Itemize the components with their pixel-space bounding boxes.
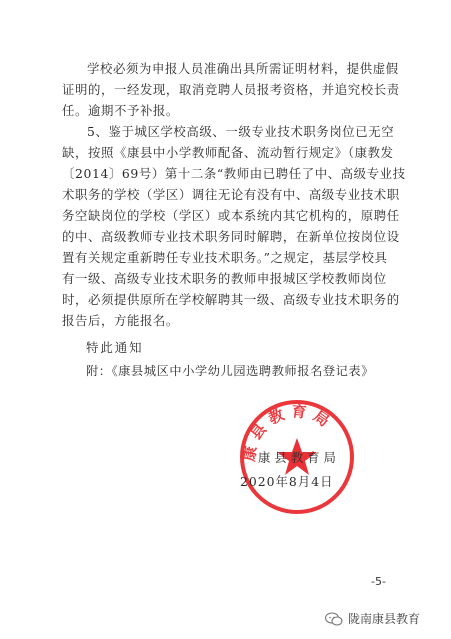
chat-bubble-icon [325, 612, 343, 626]
text-line: 5、鉴于城区学校高级、一级专业技术职务岗位已无空 [87, 124, 395, 139]
text-line: 证明的，一经发现，取消竞聘人员报考资格，并追究校长责 [62, 82, 400, 97]
document-body [62, 58, 406, 331]
attachment-line: 附：《康县城区中小学幼儿园选聘教师报名登记表》 [86, 364, 375, 378]
paragraph-requirements [62, 58, 400, 121]
text-line: 缺，按照《康县中小学教师配备、流动暂行规定》（康教发 [62, 145, 394, 160]
text-line: 任。逾期不予补报。 [62, 103, 179, 118]
text-line: 学校必须为申报人员准确出具所需证明材料，提供虚假 [87, 61, 399, 76]
text-line: 置有关规定重新聘任专业技术职务。”之规定，基层学校具 [62, 250, 388, 265]
watermark-text: 陇南康县教育 [348, 612, 421, 626]
page-number: -5- [371, 575, 386, 588]
text-line: 〔2014〕69号）第十二条“教师由已聘任了中、高级专业技 [62, 166, 406, 181]
text-line: 术职务的学校（学区）调往无论有没有中、高级专业技术职 [62, 187, 400, 202]
text-line: 有一级、高级专业技术职务的教师申报城区学校教师岗位 [62, 271, 387, 286]
issue-date: 2020年8月4日 [240, 474, 334, 489]
text-line: 的中、高级教师专业技术职务同时解聘，在新单位按岗位设 [62, 229, 400, 244]
paragraph-item-5 [62, 121, 406, 331]
account-watermark [325, 610, 420, 627]
text-line: 务空缺岗位的学校（学区）或本系统内其它机构的，原聘任 [62, 208, 400, 223]
closing-notice: 特此通知 [86, 340, 144, 355]
text-line: 报告后，方能报名。 [62, 313, 179, 328]
text-line: 时，必须提供原所在学校解聘其一级、高级专业技术职务的 [62, 292, 400, 307]
issuing-organization: 康县教育局 [258, 450, 340, 465]
seal-text: 康县教育局 [240, 402, 338, 463]
